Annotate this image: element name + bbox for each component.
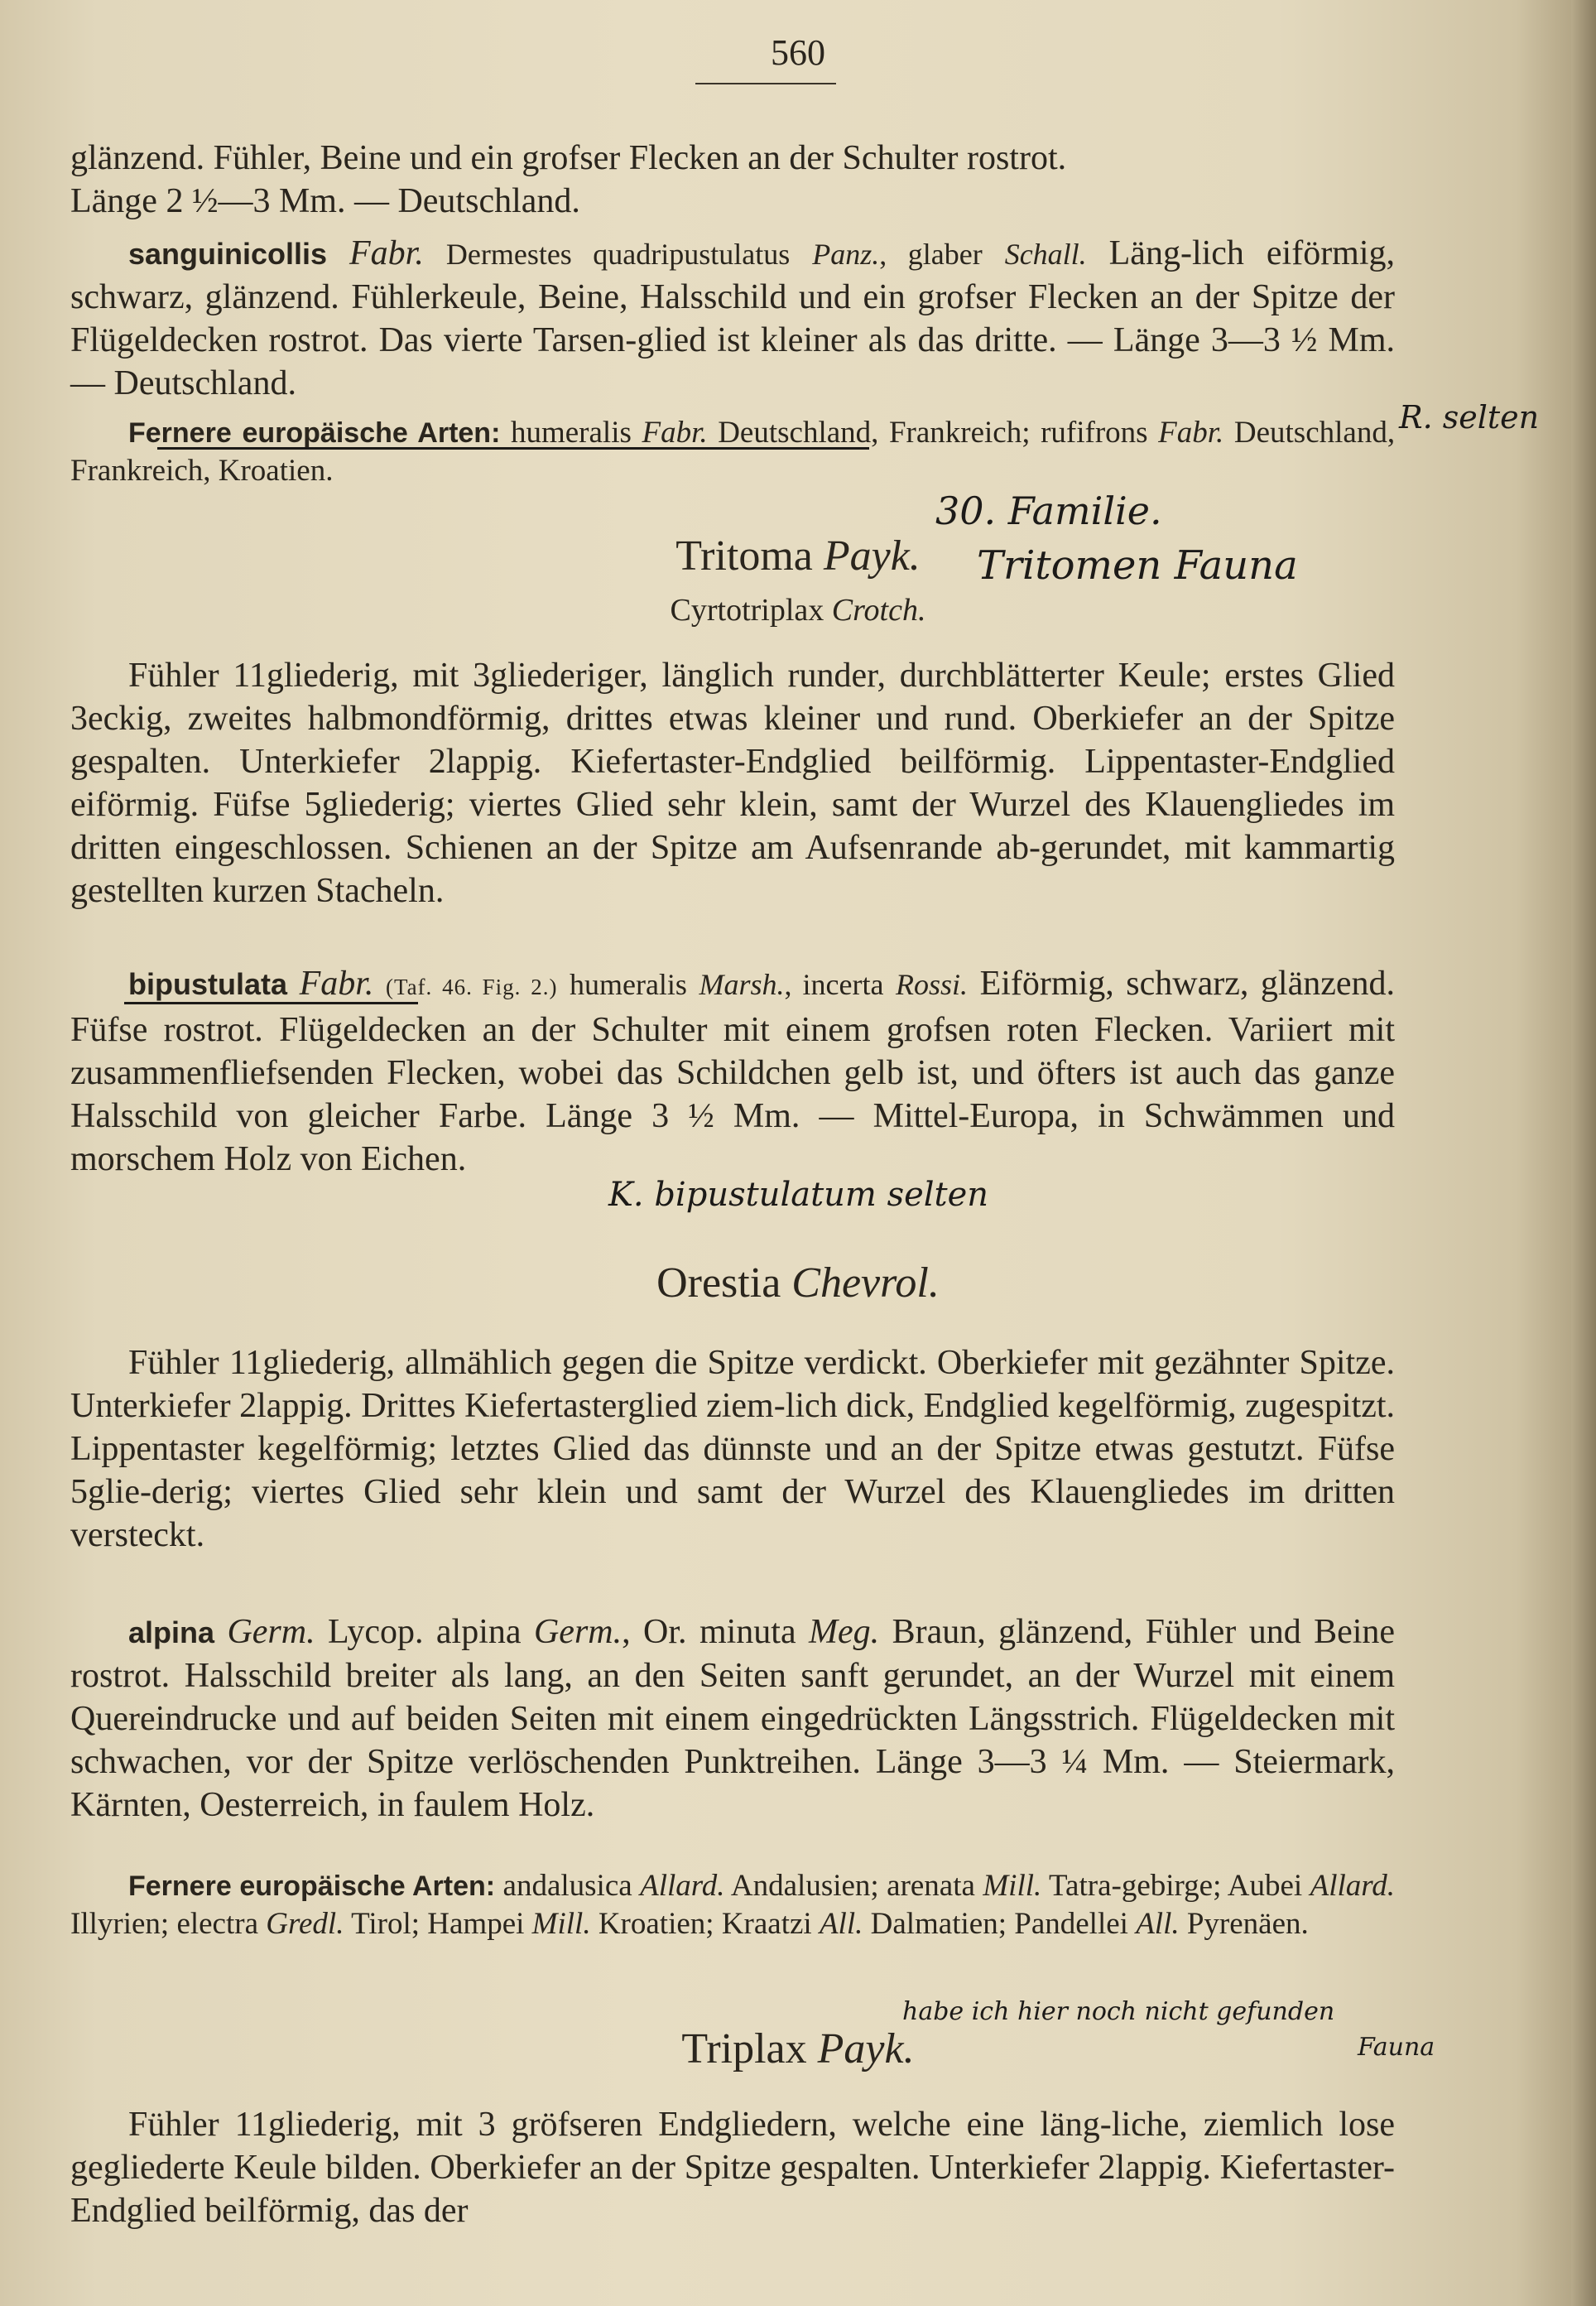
genus-subheading bbox=[0, 592, 1596, 628]
species-author: Fabr. bbox=[1158, 416, 1224, 450]
species-entry: arenata bbox=[887, 1869, 975, 1903]
handwritten-note-bipustulatum: K. bipustulatum selten bbox=[608, 1176, 989, 1214]
species-author: Mill. bbox=[531, 1907, 591, 1941]
handwritten-note-fauna-2: Fauna bbox=[1358, 2033, 1435, 2062]
further-species-2 bbox=[70, 1867, 1395, 1943]
species-entry: rufifrons bbox=[1041, 416, 1148, 450]
synonym: , incerta bbox=[784, 968, 884, 1001]
species-description: Braun, glänzend, Fühler und Beine rostrot. Halsschild breiter als lang, an den Seiten sanft gerundet, an der Wurzel mit einem Quereindrucke und auf beiden Seiten mit einem eingedrückten Längsstrich. Flügeldecken mit schwachen, vor der Spitze verlöschenden Punktreihen. Länge 3—3 ¼ Mm. — Steiermark, Kärnten, Oesterreich, in faulem Holz. bbox=[70, 1613, 1396, 1824]
species-author: Allard. bbox=[1310, 1869, 1396, 1903]
page-edge bbox=[1571, 0, 1596, 2306]
genus-title: Tritoma bbox=[675, 532, 813, 580]
synonym-author: Schall. bbox=[1004, 238, 1087, 271]
intro-line-2: Länge 2 ½—3 Mm. — Deutschland. bbox=[70, 182, 580, 220]
species-name: alpina bbox=[128, 1615, 215, 1649]
genus-description-triplax bbox=[70, 2103, 1395, 2232]
handwritten-underline bbox=[124, 1002, 418, 1004]
handwritten-underline bbox=[157, 447, 869, 450]
genus-description-tritoma bbox=[70, 654, 1395, 912]
species-entry: Aubei bbox=[1227, 1869, 1303, 1903]
intro-paragraph bbox=[70, 137, 1395, 223]
species-description: Läng-lich eiförmig, schwarz, glänzend. Fühlerkeule, Beine, Halsschild und ein grofser Flecken an der Spitze der Flügeldecken rostrot. Das vierte Tarsen-glied ist kleiner als das dritte. — Länge 3—3 ½ Mm. — Deutschland. bbox=[70, 234, 1396, 402]
synonym-author: Meg. bbox=[809, 1613, 880, 1651]
further-species-label: Fernere europäische Arten: bbox=[128, 1870, 496, 1902]
synonym: Dermestes quadripustulatus bbox=[445, 238, 791, 271]
genus-title: Triplax bbox=[681, 2025, 807, 2073]
species-entry: electra bbox=[176, 1907, 259, 1941]
synonym: humeralis bbox=[569, 968, 687, 1001]
species-author: Fabr. bbox=[642, 416, 708, 450]
species-alpina bbox=[70, 1610, 1395, 1827]
species-description: Eiförmig, schwarz, glänzend. Füfse rostrot. Flügeldecken an der Schulter mit einem grofsen roten Flecken. Variiert mit zusammenfliefsenden Flecken, wobei das Schildchen gelb ist, und öfters ist auch das ganze Halsschild von gleicher Farbe. Länge 3 ½ Mm. — Mittel-Europa, in Schwämmen und morschem Holz von Eichen. bbox=[70, 965, 1396, 1178]
genus-author: Payk. bbox=[823, 532, 921, 580]
genus-description-orestia bbox=[70, 1341, 1395, 1557]
genus-description: Fühler 11gliederig, allmählich gegen die Spitze verdickt. Oberkiefer mit gezähnter Spitze. Unterkiefer 2lappig. Drittes Kiefertasterglied ziem-lich dick, Endglied kegelförmig, zugespitzt. Lippentaster kegelförmig; letztes Glied das dünnste und an der Spitze etwas gestutzt. Füfse 5glie-derig; viertes Glied sehr klein und samt der Wurzel des Klauengliedes im dritten versteckt. bbox=[70, 1344, 1395, 1554]
genus-description: Fühler 11gliederig, mit 3gliederiger, länglich runder, durchblätterter Keule; erstes Glied 3eckig, zweites halbmondförmig, drittes etwas kleiner und rund. Oberkiefer an der Spitze gespalten. Unterkiefer 2lappig. Kiefertaster-Endglied beilförmig. Lippentaster-Endglied eiförmig. Füfse 5gliederig; viertes Glied sehr klein, samt der Wurzel des Klauengliedes im dritten eingeschlossen. Schienen an der Spitze am Aufsenrande ab-gerundet, mit kammartig gestellten kurzen Stacheln. bbox=[70, 657, 1395, 910]
species-author: Germ. bbox=[227, 1613, 315, 1651]
species-entry: Hampei bbox=[427, 1907, 525, 1941]
genus-heading-triplax bbox=[0, 2024, 1596, 2073]
species-region: Kroatien; bbox=[598, 1907, 714, 1941]
genus-title: Orestia bbox=[656, 1259, 781, 1307]
species-entry: andalusica bbox=[502, 1869, 632, 1903]
synonym: , Or. minuta bbox=[622, 1613, 796, 1651]
species-author: Mill. bbox=[983, 1869, 1042, 1903]
genus-synonym: Cyrtotriplax bbox=[670, 593, 824, 628]
species-region: Pyrenäen. bbox=[1186, 1907, 1309, 1941]
figure-reference: (Taf. 46. Fig. 2.) bbox=[385, 975, 558, 999]
species-name: sanguinicollis bbox=[128, 237, 328, 271]
species-region: Deutschland, Frankreich, Kroatien. bbox=[70, 416, 1396, 488]
species-region: Illyrien; bbox=[70, 1907, 170, 1941]
species-author: Fabr. bbox=[299, 965, 374, 1003]
species-author: All. bbox=[1136, 1907, 1180, 1941]
intro-line-1: glänzend. Fühler, Beine und ein grofser Flecken an der Schulter rostrot. bbox=[70, 139, 1067, 177]
species-author: Fabr. bbox=[349, 234, 424, 272]
genus-author: Chevrol. bbox=[791, 1259, 940, 1307]
synonym-author: Germ. bbox=[533, 1613, 623, 1651]
genus-description: Fühler 11gliederig, mit 3 gröfseren Endgliedern, welche eine läng-liche, ziemlich lose gegliederte Keule bilden. Oberkiefer an der Spitze gespalten. Unterkiefer 2lappig. Kiefertaster-Endglied beilförmig, das der bbox=[70, 2106, 1395, 2230]
synonym: , glaber bbox=[879, 238, 983, 271]
species-entry: Kraatzi bbox=[721, 1907, 812, 1941]
species-author: Allard. bbox=[640, 1869, 725, 1903]
synonym-author: Rossi. bbox=[896, 968, 969, 1001]
page-number: 560 bbox=[771, 32, 825, 73]
species-region: Deutschland, Frankreich; bbox=[718, 416, 1031, 450]
genus-author: Payk. bbox=[817, 2025, 915, 2073]
handwritten-note-selten: R. selten bbox=[1399, 399, 1540, 436]
handwritten-note-fauna: Tritomen Fauna bbox=[977, 542, 1298, 589]
handwritten-note-familie: 30. Familie. bbox=[935, 489, 1162, 533]
species-bipustulata bbox=[70, 962, 1395, 1181]
species-entry: humeralis bbox=[510, 416, 632, 450]
synonym-author: Marsh. bbox=[699, 968, 785, 1001]
species-region: Dalmatien; bbox=[870, 1907, 1007, 1941]
genus-synonym-author: Crotch. bbox=[831, 593, 926, 628]
species-sanguinicollis bbox=[70, 232, 1395, 405]
synonym-author: Panz. bbox=[812, 238, 880, 271]
genus-heading-tritoma bbox=[0, 532, 1596, 580]
species-author: All. bbox=[819, 1907, 863, 1941]
species-entry: Pandellei bbox=[1014, 1907, 1128, 1941]
synonym: Lycop. alpina bbox=[328, 1613, 522, 1651]
further-species-1 bbox=[70, 414, 1395, 490]
page-number-rule bbox=[695, 83, 836, 84]
species-region: Tatra-gebirge; bbox=[1049, 1869, 1222, 1903]
handwritten-note-triplax: habe ich hier noch nicht gefunden bbox=[902, 1997, 1335, 2026]
further-species-label: Fernere europäische Arten: bbox=[128, 417, 501, 449]
genus-heading-orestia bbox=[0, 1259, 1596, 1307]
species-region: Tirol; bbox=[351, 1907, 421, 1941]
species-name: bipustulata bbox=[128, 967, 288, 1001]
species-region: Andalusien; bbox=[730, 1869, 879, 1903]
species-author: Gredl. bbox=[266, 1907, 344, 1941]
